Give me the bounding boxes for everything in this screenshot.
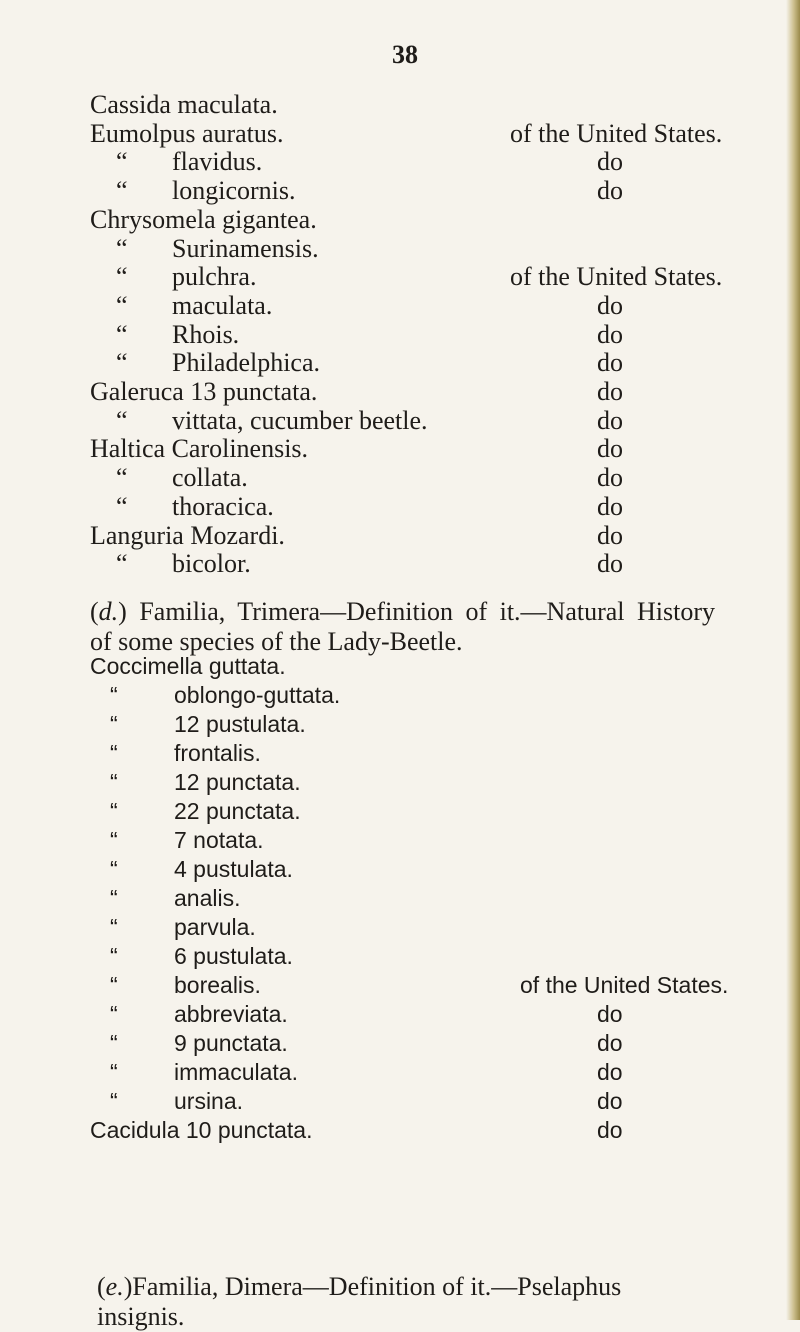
- species-name: Galeruca 13 punctata.: [90, 377, 318, 406]
- species-name: Eumolpus auratus.: [90, 118, 284, 148]
- ditto-mark: “: [110, 798, 118, 824]
- paragraph-e: [97, 1272, 697, 1332]
- locality: do: [597, 1088, 623, 1114]
- species-name: maculata.: [172, 290, 273, 320]
- species-name: 7 notata.: [174, 827, 264, 853]
- species-name: parvula.: [174, 914, 256, 940]
- species-name: collata.: [172, 463, 248, 493]
- locality: do: [597, 1059, 623, 1085]
- ditto-mark: “: [110, 1059, 118, 1085]
- species-name: frontalis.: [174, 740, 261, 766]
- species-name: vittata, cucumber beetle.: [172, 405, 428, 435]
- species-name: oblongo-guttata.: [174, 682, 341, 708]
- ditto-mark: “: [110, 972, 118, 998]
- paragraph-d-label: d.: [98, 597, 119, 626]
- locality: do: [597, 377, 623, 406]
- ditto-mark: “: [110, 769, 118, 795]
- ditto-mark: “: [116, 491, 128, 521]
- ditto-mark: “: [116, 405, 128, 435]
- ditto-mark: “: [116, 463, 128, 493]
- locality: do: [597, 348, 623, 378]
- locality: of the United States.: [510, 118, 723, 148]
- paragraph-d-text-1: Familia, Trimera—Definition of it.—Natural History: [139, 597, 715, 626]
- species-name: borealis.: [174, 972, 261, 998]
- ditto-mark: “: [116, 348, 128, 378]
- locality: do: [597, 290, 623, 320]
- species-name: pulchra.: [172, 262, 257, 292]
- locality: of the United States.: [520, 972, 729, 998]
- species-name: Languria Mozardi.: [90, 520, 285, 550]
- locality: do: [597, 491, 623, 521]
- locality: do: [597, 463, 623, 493]
- paragraph-d: [90, 597, 715, 657]
- locality: do: [597, 520, 623, 550]
- species-name: 4 pustulata.: [174, 856, 293, 882]
- species-name: 12 pustulata.: [174, 711, 306, 737]
- locality: do: [597, 147, 623, 177]
- ditto-mark: “: [110, 711, 118, 737]
- locality: do: [597, 1117, 623, 1143]
- ditto-mark: “: [116, 262, 128, 292]
- locality: do: [597, 405, 623, 435]
- paragraph-d-line-2: of some species of the Lady-Beetle.: [90, 627, 463, 656]
- ditto-mark: “: [110, 827, 118, 853]
- species-name: Cassida maculata.: [90, 90, 278, 119]
- ditto-mark: “: [110, 740, 118, 766]
- paragraph-e-label: e.: [105, 1272, 124, 1301]
- ditto-mark: “: [116, 319, 128, 349]
- ditto-mark: “: [110, 1088, 118, 1114]
- species-name: 6 pustulata.: [174, 943, 293, 969]
- species-name: flavidus.: [172, 147, 263, 177]
- ditto-mark: “: [116, 147, 128, 177]
- ditto-mark: “: [116, 290, 128, 320]
- locality: do: [597, 1030, 623, 1056]
- ditto-mark: “: [110, 856, 118, 882]
- species-name: longicornis.: [172, 176, 296, 206]
- species-name: immaculata.: [174, 1059, 298, 1085]
- species-name: 12 punctata.: [174, 769, 301, 795]
- locality: do: [597, 549, 623, 579]
- ditto-mark: “: [110, 943, 118, 969]
- species-name: bicolor.: [172, 549, 251, 579]
- ditto-mark: “: [116, 233, 128, 263]
- ditto-mark: “: [110, 1030, 118, 1056]
- species-name: 22 punctata.: [174, 798, 301, 824]
- species-name: Surinamensis.: [172, 233, 319, 263]
- species-name: Coccimella guttata.: [90, 653, 286, 679]
- species-name: abbreviata.: [174, 1001, 288, 1027]
- ditto-mark: “: [110, 682, 118, 708]
- species-name: Philadelphica.: [172, 348, 321, 378]
- paragraph-e-line: (e.)Familia, Dimera—Definition of it.—Pselaphus insignis.: [97, 1272, 622, 1331]
- locality: do: [597, 434, 623, 464]
- locality: of the United States.: [510, 262, 723, 292]
- paragraph-d-line-1: (d.) Familia, Trimera—Definition of it.—Natural History: [90, 597, 715, 626]
- ditto-mark: “: [110, 885, 118, 911]
- locality: do: [597, 1001, 623, 1027]
- locality: do: [597, 319, 623, 349]
- ditto-mark: “: [110, 914, 118, 940]
- species-name: thoracica.: [172, 491, 274, 521]
- ditto-mark: “: [110, 1001, 118, 1027]
- ditto-mark: “: [116, 176, 128, 206]
- species-name: ursina.: [174, 1088, 244, 1114]
- paragraph-e-text: Familia, Dimera—Definition of it.—Pselaphus insignis.: [97, 1272, 622, 1331]
- species-name: 9 punctata.: [174, 1030, 288, 1056]
- page-number: 38: [392, 40, 418, 69]
- species-name: Haltica Carolinensis.: [90, 434, 309, 464]
- species-name: Chrysomela gigantea.: [90, 204, 317, 234]
- species-name: analis.: [174, 885, 241, 911]
- page-edge: [786, 0, 800, 1320]
- species-name: Rhois.: [172, 319, 240, 349]
- locality: do: [597, 176, 623, 206]
- species-name: Cacidula 10 punctata.: [90, 1117, 313, 1143]
- ditto-mark: “: [116, 549, 128, 579]
